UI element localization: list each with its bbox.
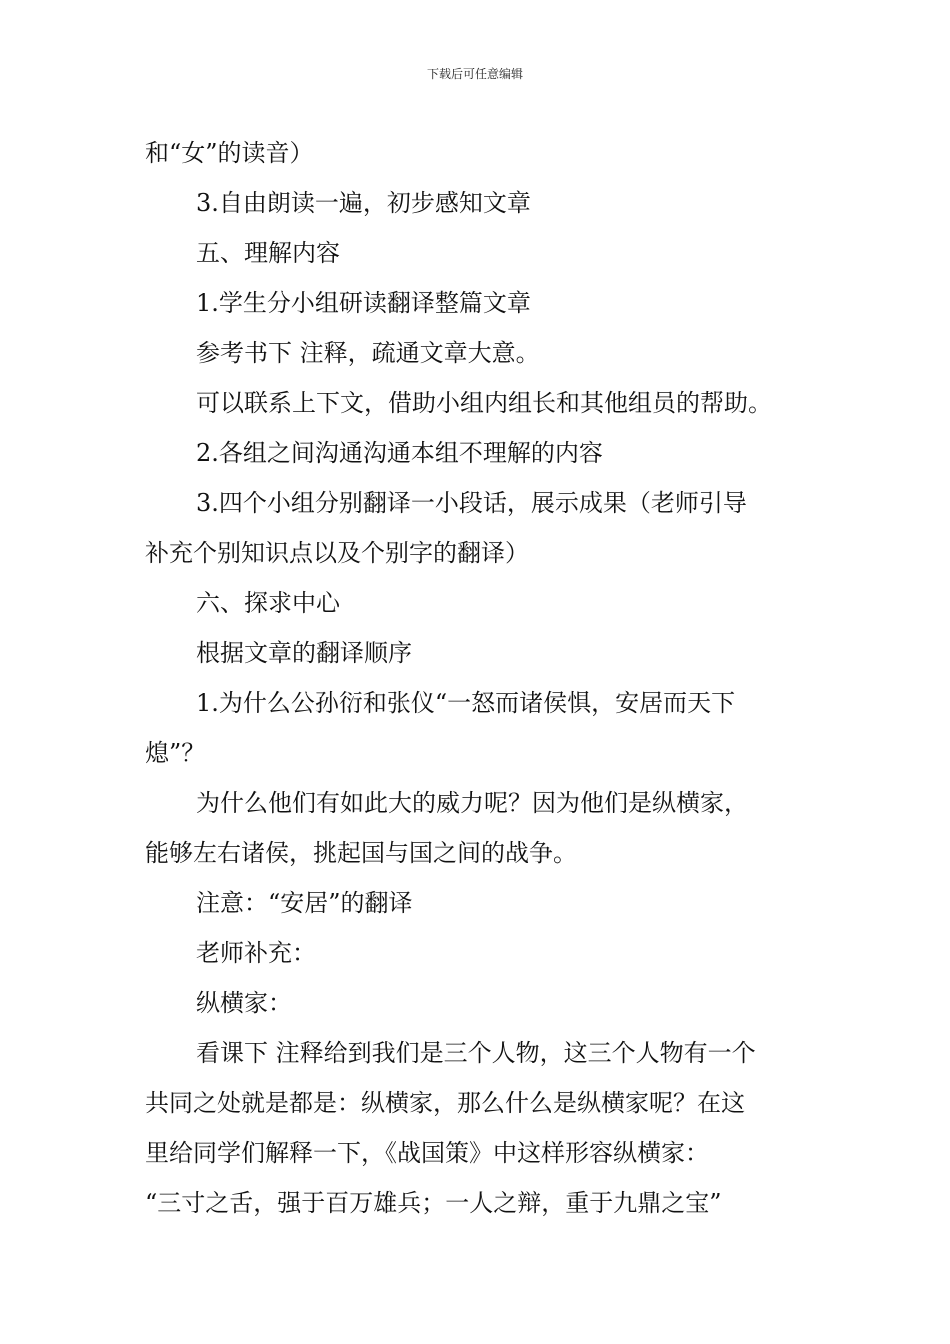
section-heading-6: 六、探求中心 bbox=[196, 589, 340, 617]
text-line-20: 共同之处就是都是：纵横家，那么什么是纵横家呢？在这 bbox=[145, 1089, 745, 1117]
text-line-18: 纵横家： bbox=[196, 989, 292, 1017]
page-header: 下载后可任意编辑 bbox=[426, 67, 523, 81]
text-line-16: 注意：“安居”的翻译 bbox=[196, 889, 413, 917]
document-body bbox=[145, 128, 807, 1228]
text-line-8: 3.四个小组分别翻译一小段话，展示成果（老师引导 bbox=[196, 489, 747, 517]
text-line-5: 参考书下 注释，疏通文章大意。 bbox=[196, 339, 540, 367]
text-line-4: 1.学生分小组研读翻译整篇文章 bbox=[196, 289, 531, 317]
text-line-22: “三寸之舌，强于百万雄兵；一人之辩，重于九鼎之宝” bbox=[145, 1189, 722, 1217]
text-line-7: 2.各组之间沟通沟通本组不理解的内容 bbox=[196, 439, 603, 467]
section-heading-5: 五、理解内容 bbox=[196, 239, 340, 267]
text-line-2: 3.自由朗读一遍，初步感知文章 bbox=[196, 189, 531, 217]
text-line-17: 老师补充： bbox=[196, 939, 316, 967]
text-line-21: 里给同学们解释一下，《战国策》中这样形容纵横家： bbox=[145, 1139, 709, 1167]
text-line-13: 熄”？ bbox=[145, 739, 206, 767]
text-line-14: 为什么他们有如此大的威力呢？因为他们是纵横家， bbox=[196, 789, 748, 817]
text-line-11: 根据文章的翻译顺序 bbox=[196, 639, 412, 667]
text-line-15: 能够左右诸侯，挑起国与国之间的战争。 bbox=[145, 839, 577, 867]
text-line-19: 看课下 注释给到我们是三个人物，这三个人物有一个 bbox=[196, 1039, 756, 1067]
text-line-6: 可以联系上下文，借助小组内组长和其他组员的帮助。 bbox=[196, 389, 772, 417]
text-line-12: 1.为什么公孙衍和张仪“一怒而诸侯惧，安居而天下 bbox=[196, 689, 736, 717]
text-line-1: 和“女”的读音） bbox=[145, 139, 314, 167]
text-line-9: 补充个别知识点以及个别字的翻译） bbox=[145, 539, 529, 567]
